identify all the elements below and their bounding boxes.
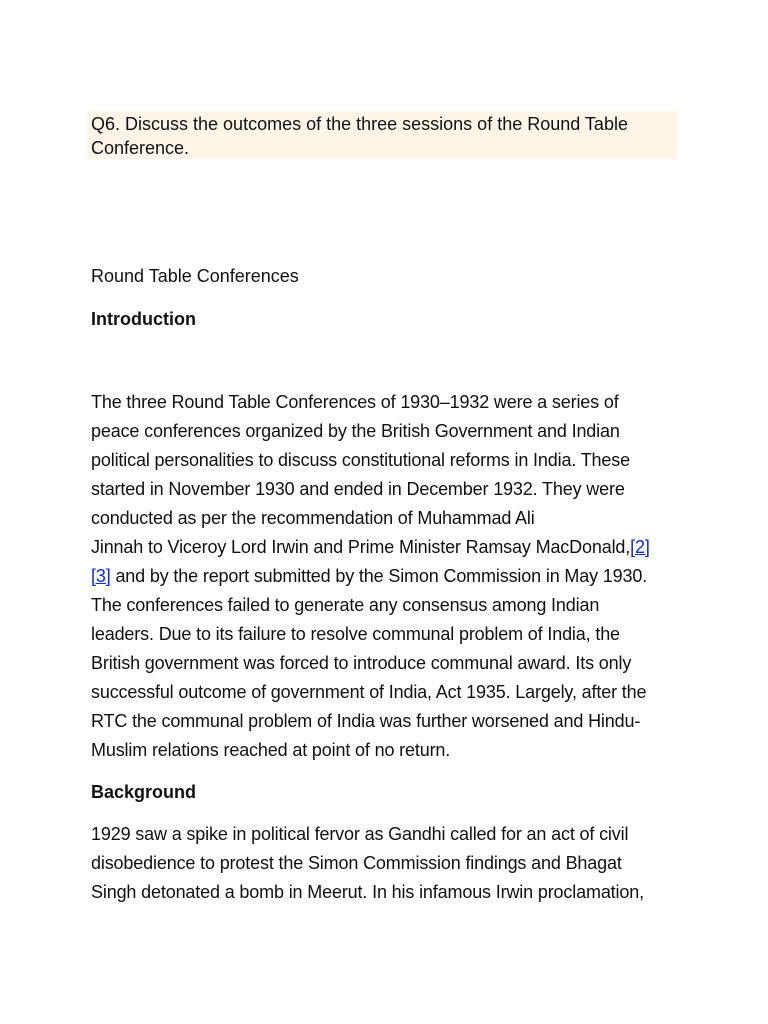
background-paragraph [91, 820, 683, 907]
intro-line: peace conferences organized by the British Government and Indian [91, 421, 620, 441]
background-line: Singh detonated a bomb in Meerut. In his infamous Irwin proclamation, [91, 882, 644, 902]
intro-line-with-ref [91, 562, 683, 591]
intro-line: RTC the communal problem of India was further worsened and Hindu- [91, 711, 641, 731]
reference-link-3[interactable]: [3] [91, 566, 111, 586]
intro-line: The three Round Table Conferences of 1930–1932 were a series of [91, 392, 619, 412]
intro-line: British government was forced to introduce communal award. Its only [91, 653, 632, 673]
intro-line-text: and by the report submitted by the Simon Commission in May 1930. [115, 566, 648, 586]
introduction-paragraph [91, 388, 683, 765]
section-subtitle: Round Table Conferences [91, 266, 299, 286]
question-line-1: Q6. Discuss the outcomes of the three sessions of the Round Table [91, 114, 628, 134]
background-line: 1929 saw a spike in political fervor as Gandhi called for an act of civil [91, 824, 629, 844]
intro-line: started in November 1930 and ended in December 1932. They were [91, 479, 625, 499]
intro-line: leaders. Due to its failure to resolve communal problem of India, the [91, 624, 620, 644]
reference-link-2[interactable]: [2] [630, 537, 650, 557]
background-heading: Background [91, 782, 197, 802]
background-line: disobedience to protest the Simon Commission findings and Bhagat [91, 853, 622, 873]
intro-line: successful outcome of government of India, Act 1935. Largely, after the [91, 682, 647, 702]
intro-line: political personalities to discuss constitutional reforms in India. These [91, 450, 630, 470]
intro-line-with-ref [91, 533, 683, 562]
intro-line: Muslim relations reached at point of no return. [91, 740, 451, 760]
introduction-heading: Introduction [91, 309, 196, 329]
intro-line-text: Jinnah to Viceroy Lord Irwin and Prime Minister Ramsay MacDonald, [91, 537, 631, 557]
intro-line: conducted as per the recommendation of Muhammad Ali [91, 508, 535, 528]
question-box [87, 111, 677, 159]
intro-line: The conferences failed to generate any consensus among Indian [91, 595, 600, 615]
question-line-2: Conference. [91, 138, 190, 158]
